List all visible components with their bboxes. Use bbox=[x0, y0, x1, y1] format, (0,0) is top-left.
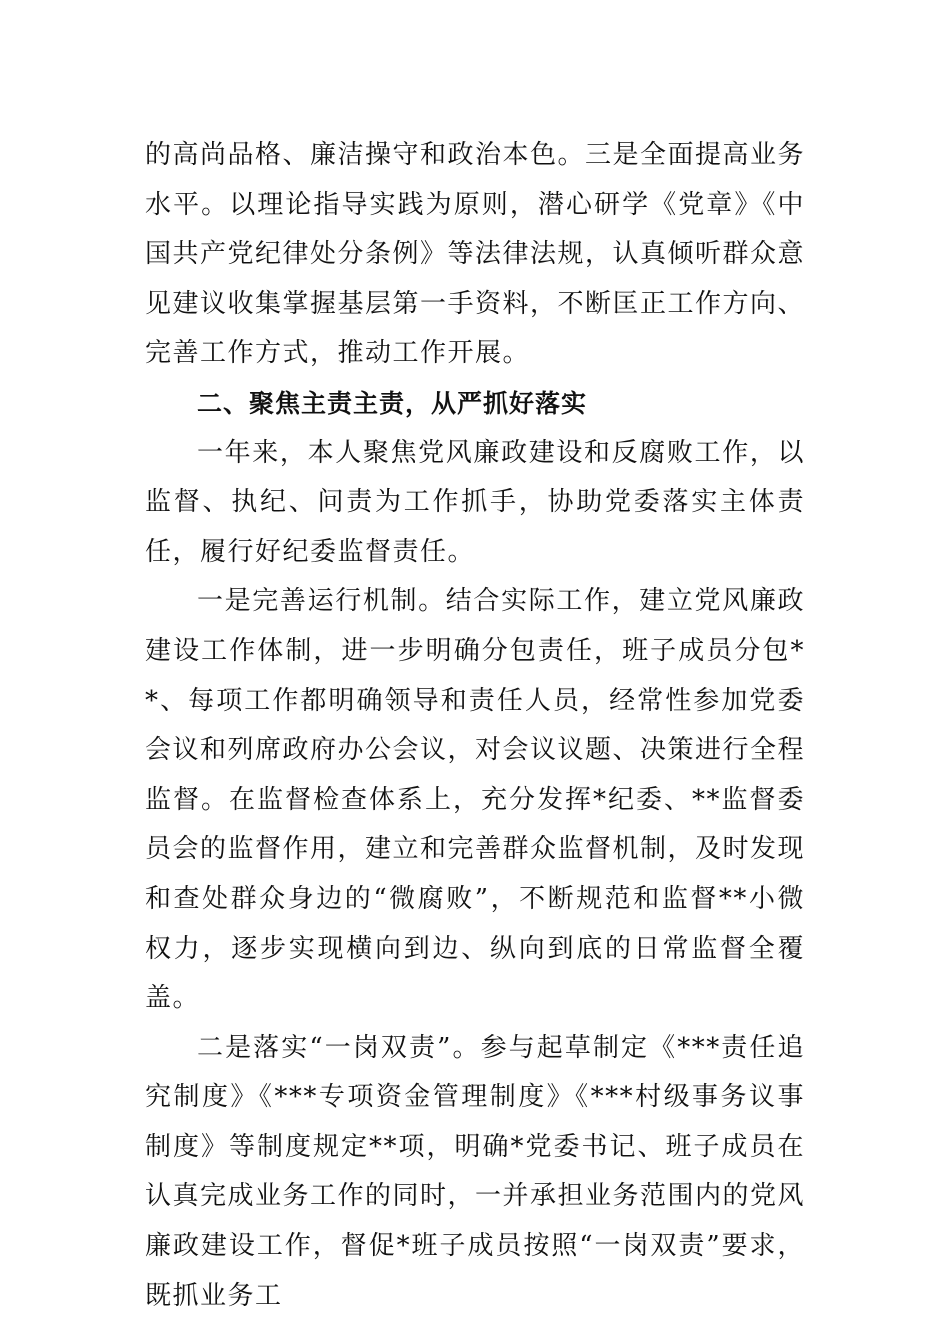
paragraph-4: 二是落实“一岗双责”。参与起草制定《***责任追究制度》《***专项资金管理制度》《***村级事务议事制度》等制度规定**项，明确*党委书记、班子成员在认真完成业务工作的同时，一并承担业务范围内的党风廉政建设工作，督促*班子成员按照“一岗双责”要求，既抓业务工 bbox=[145, 1032, 806, 1311]
section-heading: 二、聚焦主责主责，从严抓好落实 bbox=[197, 388, 588, 418]
paragraph-2: 一年来，本人聚焦党风廉政建设和反腐败工作，以监督、执纪、问责为工作抓手，协助党委落实主体责任，履行好纪委监督责任。 bbox=[145, 437, 805, 567]
document-body bbox=[145, 131, 805, 1321]
paragraph-1: 的高尚品格、廉洁操守和政治本色。三是全面提高业务水平。以理论指导实践为原则，潜心研学《党章》《中国共产党纪律处分条例》等法律法规，认真倾听群众意见建议收集掌握基层第一手资料，不断匡正工作方向、完善工作方式，推动工作开展。 bbox=[145, 140, 806, 369]
paragraph-3: 一是完善运行机制。结合实际工作，建立党风廉政建设工作体制，进一步明确分包责任，班子成员分包**、每项工作都明确领导和责任人员，经常性参加党委会议和列席政府办公会议，对会议议题、决策进行全程监督。在监督检查体系上，充分发挥*纪委、**监督委员会的监督作用，建立和完善群众监督机制，及时发现和查处群众身边的“微腐败”，不断规范和监督**小微权力，逐步实现横向到边、纵向到底的日常监督全覆盖。 bbox=[145, 586, 806, 1014]
